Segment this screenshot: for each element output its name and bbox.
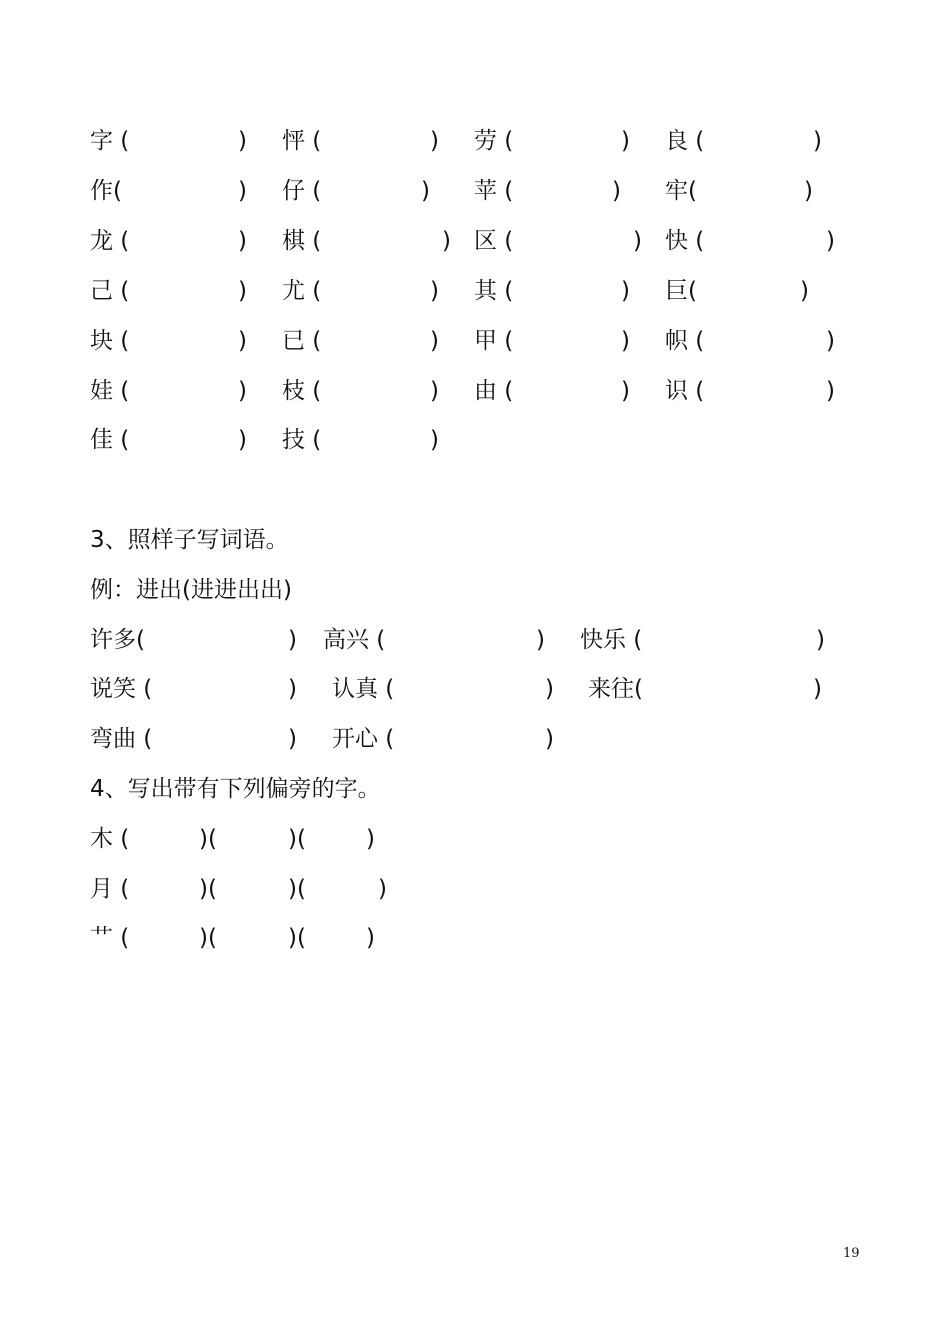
answer-blank-close: )	[238, 427, 247, 453]
answer-blank-close: )	[238, 128, 247, 154]
radical-row	[0, 921, 950, 955]
answer-blank: )(	[288, 925, 306, 951]
char-prompt: 区 (	[474, 228, 514, 254]
word-prompt: 开心 (	[332, 726, 395, 752]
char-prompt: 苹 (	[474, 178, 514, 204]
answer-blank: )(	[199, 925, 217, 951]
answer-blank-close: )	[238, 228, 247, 254]
answer-blank: )(	[288, 826, 306, 852]
answer-blank-close: )	[621, 378, 630, 404]
answer-blank-close: )	[621, 278, 630, 304]
answer-blank-close: )	[288, 726, 297, 752]
answer-blank-close: )	[813, 128, 822, 154]
char-prompt: 枝 (	[282, 378, 322, 404]
char-prompt: 巨(	[665, 278, 697, 304]
section-4-title: 4、写出带有下列偏旁的字。	[90, 776, 381, 802]
answer-blank-close: )	[238, 328, 247, 354]
char-prompt: 娃 (	[90, 378, 130, 404]
char-prompt: 已 (	[282, 328, 322, 354]
char-prompt: 牢(	[665, 178, 697, 204]
answer-blank-close: )	[430, 328, 439, 354]
char-prompt: 尤 (	[282, 278, 322, 304]
answer-blank-close: )	[238, 178, 247, 204]
char-row	[0, 423, 950, 457]
answer-blank-close: )	[816, 627, 825, 653]
radical-row	[0, 822, 950, 856]
char-prompt: 怦 (	[282, 128, 322, 154]
answer-blank: )	[378, 876, 387, 902]
answer-blank-close: )	[621, 328, 630, 354]
answer-blank-close: )	[430, 278, 439, 304]
word-prompt: 弯曲 (	[90, 726, 153, 752]
answer-blank-close: )	[421, 178, 430, 204]
word-prompt: 说笑 (	[90, 676, 153, 702]
answer-blank-close: )	[826, 328, 835, 354]
word-row	[0, 623, 950, 657]
char-prompt: 仔 (	[282, 178, 322, 204]
char-prompt: 块 (	[90, 328, 130, 354]
answer-blank-close: )	[804, 178, 813, 204]
word-prompt: 许多(	[90, 627, 145, 653]
char-prompt: 其 (	[474, 278, 514, 304]
answer-blank-close: )	[288, 627, 297, 653]
answer-blank-close: )	[621, 128, 630, 154]
answer-blank-close: )	[826, 378, 835, 404]
char-row	[0, 274, 950, 308]
answer-blank: )	[366, 826, 375, 852]
answer-blank-close: )	[430, 128, 439, 154]
answer-blank: )(	[199, 876, 217, 902]
answer-blank-close: )	[826, 228, 835, 254]
radical-prompt: 木 (	[90, 826, 130, 852]
answer-blank-close: )	[430, 427, 439, 453]
answer-blank-close: )	[612, 178, 621, 204]
answer-blank-close: )	[442, 228, 451, 254]
char-prompt: 字 (	[90, 128, 130, 154]
word-row	[0, 672, 950, 706]
word-prompt: 来往(	[588, 676, 643, 702]
word-prompt: 快乐 (	[580, 627, 643, 653]
char-prompt: 良 (	[665, 128, 705, 154]
radical-prompt: 艹 (	[90, 925, 130, 951]
char-row	[0, 124, 950, 158]
char-row	[0, 374, 950, 408]
answer-blank-close: )	[536, 627, 545, 653]
radical-row	[0, 872, 950, 906]
answer-blank-close: )	[238, 378, 247, 404]
answer-blank-close: )	[545, 676, 554, 702]
answer-blank-close: )	[545, 726, 554, 752]
char-prompt: 快 (	[665, 228, 705, 254]
page-number: 19	[843, 1246, 860, 1261]
char-prompt: 技 (	[282, 427, 322, 453]
char-prompt: 棋 (	[282, 228, 322, 254]
char-prompt: 甲 (	[474, 328, 514, 354]
radical-prompt: 月 (	[90, 876, 130, 902]
char-prompt: 己 (	[90, 278, 130, 304]
section-3-title: 3、照样子写词语。	[90, 527, 289, 553]
char-row	[0, 224, 950, 258]
answer-blank-close: )	[633, 228, 642, 254]
answer-blank-close: )	[288, 676, 297, 702]
char-row	[0, 324, 950, 358]
char-row	[0, 174, 950, 208]
char-prompt: 识 (	[665, 378, 705, 404]
char-prompt: 龙 (	[90, 228, 130, 254]
word-row	[0, 722, 950, 756]
word-prompt: 认真 (	[332, 676, 395, 702]
answer-blank-close: )	[813, 676, 822, 702]
char-prompt: 由 (	[474, 378, 514, 404]
answer-blank: )(	[288, 876, 306, 902]
word-prompt: 高兴 (	[323, 627, 386, 653]
char-prompt: 劳 (	[474, 128, 514, 154]
answer-blank: )	[366, 925, 375, 951]
char-prompt: 帜 (	[665, 328, 705, 354]
answer-blank-close: )	[430, 378, 439, 404]
char-prompt: 作(	[90, 178, 122, 204]
char-prompt: 佳 (	[90, 427, 130, 453]
section-3-example: 例：进出(进进出出)	[90, 577, 292, 603]
answer-blank: )(	[199, 826, 217, 852]
answer-blank-close: )	[800, 278, 809, 304]
answer-blank-close: )	[238, 278, 247, 304]
